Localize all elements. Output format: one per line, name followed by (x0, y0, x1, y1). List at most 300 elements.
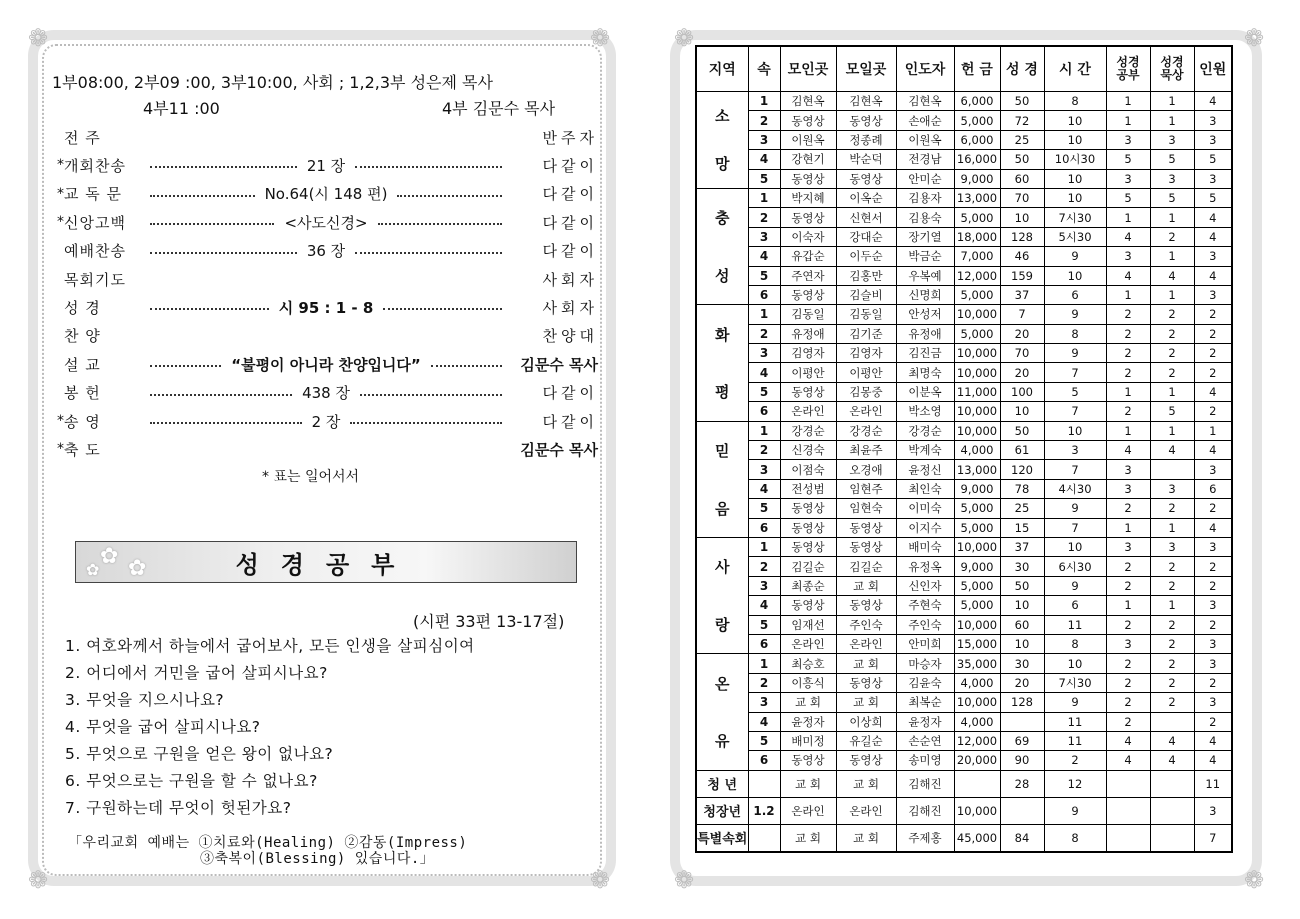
table-cell: 25 (1000, 499, 1044, 518)
table-cell: 온라인 (780, 634, 836, 653)
region-name (696, 537, 748, 653)
table-cell: 1 (1106, 382, 1150, 401)
table-cell: 8 (1044, 824, 1106, 852)
table-cell: 3 (1106, 130, 1150, 149)
table-row (696, 751, 1232, 770)
region-char: 믿 (715, 441, 730, 460)
column-header: 인원 (1194, 46, 1232, 92)
table-cell: 69 (1000, 731, 1044, 750)
table-cell: 4,000 (954, 673, 1000, 692)
table-cell: 8 (1044, 634, 1106, 653)
table-cell: 2 (1150, 615, 1194, 634)
table-cell: 10 (1044, 130, 1106, 149)
table-cell: 7 (1044, 363, 1106, 382)
table-cell: 김슬비 (836, 285, 896, 304)
order-item-name: 찬 양 (64, 327, 101, 346)
study-reference: (시편 33편 13-17절) (413, 612, 565, 631)
table-row (696, 208, 1232, 227)
table-cell: 동영상 (836, 751, 896, 770)
table-cell: 교 회 (780, 824, 836, 852)
table-cell: 28 (1000, 770, 1044, 797)
region-char: 평 (715, 383, 730, 402)
dot-leader (350, 422, 502, 424)
table-cell (1150, 712, 1194, 731)
table-row (696, 305, 1232, 324)
table-cell: 강경순 (896, 421, 954, 440)
table-row (696, 111, 1232, 130)
order-item-name: 개회찬송 (64, 156, 126, 175)
order-item (50, 351, 598, 377)
order-item-detail: 36 장 (306, 242, 346, 261)
table-cell: 10 (1044, 111, 1106, 130)
table-cell: 9 (1044, 576, 1106, 595)
order-item (50, 294, 598, 320)
region-char: 랑 (715, 615, 730, 634)
table-cell: 7 (1000, 305, 1044, 324)
table-cell: 전성범 (780, 479, 836, 498)
region-name (696, 188, 748, 304)
table-cell (1106, 770, 1150, 797)
table-cell: 김용자 (896, 188, 954, 207)
table-row (696, 615, 1232, 634)
group-number: 3 (748, 227, 780, 246)
table-cell: 김현옥 (896, 92, 954, 111)
order-item (50, 323, 598, 349)
standing-mark: * (57, 185, 64, 202)
table-cell: 4 (1150, 266, 1194, 285)
table-cell: 3 (1194, 693, 1232, 712)
table-cell: 11 (1044, 712, 1106, 731)
table-cell: 1 (1150, 285, 1194, 304)
dot-leader (150, 195, 255, 197)
order-item-detail: 438 장 (302, 384, 350, 403)
table-cell: 김길순 (780, 557, 836, 576)
region-label (697, 422, 748, 537)
table-row (696, 576, 1232, 595)
order-item-name: 목회기도 (64, 270, 126, 289)
table-cell: 교 회 (836, 693, 896, 712)
table-cell: 김윤숙 (896, 673, 954, 692)
table-cell: 4 (1194, 382, 1232, 401)
flower-ornament-icon: ❁ (674, 866, 695, 894)
table-cell: 90 (1000, 751, 1044, 770)
table-cell: 이점숙 (780, 460, 836, 479)
table-cell: 동영상 (780, 596, 836, 615)
table-cell: 최윤주 (836, 441, 896, 460)
table-cell: 교 회 (780, 770, 836, 797)
table-cell: 1 (1150, 596, 1194, 615)
dot-leader (397, 195, 502, 197)
table-cell: 7 (1044, 460, 1106, 479)
table-cell: 1 (1106, 208, 1150, 227)
order-item-name: 송 영 (64, 412, 101, 431)
table-cell: 1 (1150, 92, 1194, 111)
table-row (696, 654, 1232, 673)
table-cell: 10,000 (954, 421, 1000, 440)
table-cell: 5 (1194, 150, 1232, 169)
flower-ornament-icon: ❁ (1244, 24, 1265, 52)
table-cell: 1 (1106, 92, 1150, 111)
order-item-name: 전 주 (64, 128, 101, 147)
table-cell: 신인자 (896, 576, 954, 595)
table-cell (954, 770, 1000, 797)
table-cell: 70 (1000, 188, 1044, 207)
group-number: 5 (748, 499, 780, 518)
column-header: 성 경 (1000, 46, 1044, 92)
table-cell: 최승호 (780, 654, 836, 673)
table-cell: 3 (1194, 285, 1232, 304)
table-cell: 4 (1194, 208, 1232, 227)
table-cell: 4 (1194, 518, 1232, 537)
order-leader-dots (146, 240, 506, 261)
order-item-responsible: 다같이 (542, 384, 598, 403)
study-question: 3. 무엇을 지으시나요? (65, 691, 225, 709)
table-row-special (696, 770, 1232, 797)
table-cell: 9 (1044, 344, 1106, 363)
order-leader-dots (146, 297, 506, 318)
table-cell: 7 (1194, 824, 1232, 852)
table-row (696, 285, 1232, 304)
table-cell: 김진금 (896, 344, 954, 363)
region-char: 화 (715, 325, 730, 344)
motto-line-2: ③축복이(Blessing) 있습니다.」 (200, 851, 435, 867)
dot-leader (355, 252, 502, 254)
table-cell: 10,000 (954, 537, 1000, 556)
table-cell: 윤정자 (896, 712, 954, 731)
special-group-label: 청 년 (696, 770, 748, 797)
table-cell: 손순연 (896, 731, 954, 750)
table-cell: 50 (1000, 576, 1044, 595)
table-cell: 동영상 (780, 111, 836, 130)
group-number: 5 (748, 266, 780, 285)
table-cell: 1 (1150, 382, 1194, 401)
table-cell: 유길순 (836, 731, 896, 750)
right-page (660, 0, 1300, 919)
table-cell: 임현숙 (836, 499, 896, 518)
table-cell: 이지수 (896, 518, 954, 537)
table-cell: 61 (1000, 441, 1044, 460)
table-cell: 3 (1106, 169, 1150, 188)
table-cell: 10 (1044, 654, 1106, 673)
table-row (696, 266, 1232, 285)
table-cell: 4 (1194, 751, 1232, 770)
table-cell: 이평안 (780, 363, 836, 382)
table-cell: 1 (1150, 518, 1194, 537)
standing-mark: * (57, 157, 64, 174)
order-leader-dots (146, 354, 506, 375)
table-cell: 동영상 (780, 499, 836, 518)
table-cell: 3 (1150, 537, 1194, 556)
table-cell: 전경남 (896, 150, 954, 169)
table-cell: 2 (1150, 634, 1194, 653)
group-number: 3 (748, 130, 780, 149)
table-cell: 동영상 (836, 537, 896, 556)
table-cell (1150, 460, 1194, 479)
table-cell: 3 (1194, 596, 1232, 615)
column-header: 인도자 (896, 46, 954, 92)
group-number: 1 (748, 537, 780, 556)
study-question: 7. 구원하는데 무엇이 헛된가요? (65, 799, 292, 817)
order-item-responsible: 다같이 (542, 412, 598, 431)
column-header: 시 간 (1044, 46, 1106, 92)
group-number: 1 (748, 654, 780, 673)
order-item (50, 266, 598, 292)
table-cell: 2 (1194, 712, 1232, 731)
table-cell: 2 (1106, 654, 1150, 673)
table-cell: 3 (1150, 169, 1194, 188)
table-cell: 박지혜 (780, 188, 836, 207)
table-cell: 온라인 (836, 797, 896, 824)
order-leader-dots (146, 183, 506, 204)
table-cell: 안미순 (896, 169, 954, 188)
dot-leader (150, 422, 302, 424)
table-row (696, 557, 1232, 576)
table-cell: 128 (1000, 693, 1044, 712)
table-cell: 4 (1194, 441, 1232, 460)
order-item (50, 436, 598, 462)
table-cell: 4 (1150, 441, 1194, 460)
table-cell: 50 (1000, 421, 1044, 440)
order-item-responsible: 다같이 (542, 156, 598, 175)
order-item-name: 교 독 문 (64, 185, 123, 204)
column-header: 속 (748, 46, 780, 92)
dot-leader (150, 252, 297, 254)
table-cell: 이분옥 (896, 382, 954, 401)
table-cell: 60 (1000, 615, 1044, 634)
table-cell: 송미영 (896, 751, 954, 770)
table-cell: 박계숙 (896, 441, 954, 460)
region-label (697, 92, 748, 188)
table-cell: 이원옥 (896, 130, 954, 149)
dot-leader (378, 223, 502, 225)
table-cell: 교 회 (836, 576, 896, 595)
order-item-responsible: 찬양대 (542, 327, 598, 346)
table-cell: 4 (1106, 731, 1150, 750)
table-cell: 5,000 (954, 285, 1000, 304)
order-item-detail: 시 95 : 1 - 8 (278, 298, 374, 317)
table-cell: 9,000 (954, 169, 1000, 188)
table-cell: 11 (1194, 770, 1232, 797)
region-name (696, 305, 748, 421)
region-char: 충 (715, 209, 730, 228)
table-row (696, 344, 1232, 363)
table-cell: 김홍만 (836, 266, 896, 285)
table-cell: 3 (1194, 130, 1232, 149)
table-cell: 84 (1000, 824, 1044, 852)
table-row-special (696, 824, 1232, 852)
table-cell: 유정애 (780, 324, 836, 343)
table-row (696, 382, 1232, 401)
region-char: 온 (715, 674, 730, 693)
table-cell (1150, 770, 1194, 797)
table-cell: 10,000 (954, 363, 1000, 382)
table-cell (1000, 797, 1044, 824)
column-header: 성경 묵상 (1150, 46, 1194, 92)
study-question: 4. 무엇을 굽어 살피시나요? (65, 718, 261, 736)
region-char: 망 (715, 155, 730, 174)
table-cell: 김몽중 (836, 382, 896, 401)
table-row (696, 460, 1232, 479)
table-cell: 4시30 (1044, 479, 1106, 498)
table-cell: 7시30 (1044, 208, 1106, 227)
table-cell: 10시30 (1044, 150, 1106, 169)
table-cell: 3 (1194, 247, 1232, 266)
order-item-detail: 21 장 (306, 156, 346, 175)
table-cell: 3 (1194, 634, 1232, 653)
table-cell: 3 (1194, 654, 1232, 673)
table-cell: 5,000 (954, 576, 1000, 595)
table-cell: 1 (1150, 111, 1194, 130)
stand-note: * 표는 일어서서 (262, 469, 360, 485)
order-item-detail: <사도신경> (284, 213, 368, 232)
table-cell: 70 (1000, 344, 1044, 363)
table-cell: 50 (1000, 92, 1044, 111)
table-cell: 5 (1150, 150, 1194, 169)
region-name (696, 92, 748, 189)
table-cell: 3 (1194, 797, 1232, 824)
table-cell: 4 (1194, 731, 1232, 750)
table-cell: 신명희 (896, 285, 954, 304)
table-cell: 신경숙 (780, 441, 836, 460)
order-leader-dots (146, 212, 506, 233)
order-leader-dots (146, 448, 506, 450)
table-cell: 온라인 (780, 797, 836, 824)
order-item-responsible: 반주자 (542, 128, 598, 147)
table-cell: 10,000 (954, 305, 1000, 324)
table-cell: 최종순 (780, 576, 836, 595)
table-cell: 3 (1044, 441, 1106, 460)
dot-leader (150, 394, 292, 396)
table-cell: 4 (1150, 731, 1194, 750)
table-cell: 2 (1106, 363, 1150, 382)
table-cell: 강경순 (780, 421, 836, 440)
group-number: 2 (748, 111, 780, 130)
order-item-name: 성 경 (64, 298, 101, 317)
group-number: 5 (748, 731, 780, 750)
table-cell: 10 (1044, 421, 1106, 440)
order-item-responsible: 다같이 (542, 242, 598, 261)
table-cell: 8 (1044, 324, 1106, 343)
table-cell: 12 (1044, 770, 1106, 797)
table-cell: 이숙자 (780, 227, 836, 246)
table-row (696, 421, 1232, 440)
table-cell: 2 (1106, 673, 1150, 692)
table-cell: 김영자 (780, 344, 836, 363)
table-cell: 4 (1106, 227, 1150, 246)
table-row (696, 363, 1232, 382)
table-cell: 손애순 (896, 111, 954, 130)
table-cell: 2 (1194, 402, 1232, 421)
table-cell: 10,000 (954, 693, 1000, 712)
table-cell: 30 (1000, 654, 1044, 673)
table-cell: 9 (1044, 247, 1106, 266)
table-cell: 3 (1106, 537, 1150, 556)
group-number: 6 (748, 402, 780, 421)
dot-leader (150, 365, 221, 367)
group-number: 2 (748, 324, 780, 343)
table-cell: 윤정신 (896, 460, 954, 479)
table-row (696, 634, 1232, 653)
table-cell: 4 (1150, 751, 1194, 770)
group-number: 3 (748, 576, 780, 595)
group-number: 4 (748, 247, 780, 266)
study-question: 2. 어디에서 거민을 굽어 살피시나요? (65, 664, 328, 682)
region-char: 음 (715, 499, 730, 518)
table-cell: 주인숙 (896, 615, 954, 634)
table-cell: 2 (1150, 344, 1194, 363)
table-cell: 5,000 (954, 499, 1000, 518)
group-number: 4 (748, 712, 780, 731)
table-cell: 4 (1194, 227, 1232, 246)
group-number: 1.2 (748, 797, 780, 824)
table-cell: 김해진 (896, 797, 954, 824)
table-cell: 3 (1194, 537, 1232, 556)
order-item (50, 181, 598, 207)
table-cell: 10 (1000, 596, 1044, 615)
table-row (696, 92, 1232, 111)
order-item-responsible: 사회자 (542, 298, 598, 317)
daisy-icon: ✿ (100, 544, 119, 569)
group-number: 5 (748, 615, 780, 634)
group-number: 6 (748, 285, 780, 304)
table-cell: 동영상 (780, 169, 836, 188)
order-item-responsible: 사회자 (542, 270, 598, 289)
table-cell: 2 (1150, 305, 1194, 324)
table-cell: 4 (1194, 92, 1232, 111)
table-cell: 5 (1106, 188, 1150, 207)
table-cell: 2 (1194, 344, 1232, 363)
order-item (50, 380, 598, 406)
table-cell: 5,000 (954, 111, 1000, 130)
table-cell: 1 (1150, 208, 1194, 227)
table-cell: 이흥식 (780, 673, 836, 692)
table-cell: 10,000 (954, 615, 1000, 634)
table-cell: 5,000 (954, 596, 1000, 615)
flower-ornament-icon: ❁ (28, 24, 49, 52)
dot-leader (431, 365, 502, 367)
motto-line-1: 「우리교회 예배는 ①치료와(Healing) ②감동(Impress) (68, 835, 468, 851)
group-number: 6 (748, 634, 780, 653)
order-item-name: 신앙고백 (64, 213, 126, 232)
table-row (696, 402, 1232, 421)
group-number: 3 (748, 344, 780, 363)
group-number: 1 (748, 421, 780, 440)
table-cell: 동영상 (780, 518, 836, 537)
group-number: 4 (748, 150, 780, 169)
table-cell: 강대순 (836, 227, 896, 246)
table-cell: 박순덕 (836, 150, 896, 169)
order-item-name: 봉 헌 (64, 384, 101, 403)
table-cell: 온라인 (780, 402, 836, 421)
service-times: 1부08:00, 2부09 :00, 3부10:00, 사회 ; 1,2,3부 성은제 목사 (52, 73, 493, 92)
table-cell: 온라인 (836, 402, 896, 421)
order-item (50, 238, 598, 264)
table-cell: 교 회 (836, 654, 896, 673)
table-cell: 6시30 (1044, 557, 1106, 576)
standing-mark: * (57, 441, 64, 458)
table-row (696, 537, 1232, 556)
standing-mark: * (57, 214, 64, 231)
table-cell: 4 (1194, 266, 1232, 285)
table-cell: 3 (1194, 169, 1232, 188)
table-row (696, 441, 1232, 460)
table-row (696, 188, 1232, 207)
table-cell: 30 (1000, 557, 1044, 576)
table-cell: 임재선 (780, 615, 836, 634)
order-item-name: 축 도 (64, 440, 101, 459)
table-cell: 25 (1000, 130, 1044, 149)
table-cell: 7 (1044, 518, 1106, 537)
